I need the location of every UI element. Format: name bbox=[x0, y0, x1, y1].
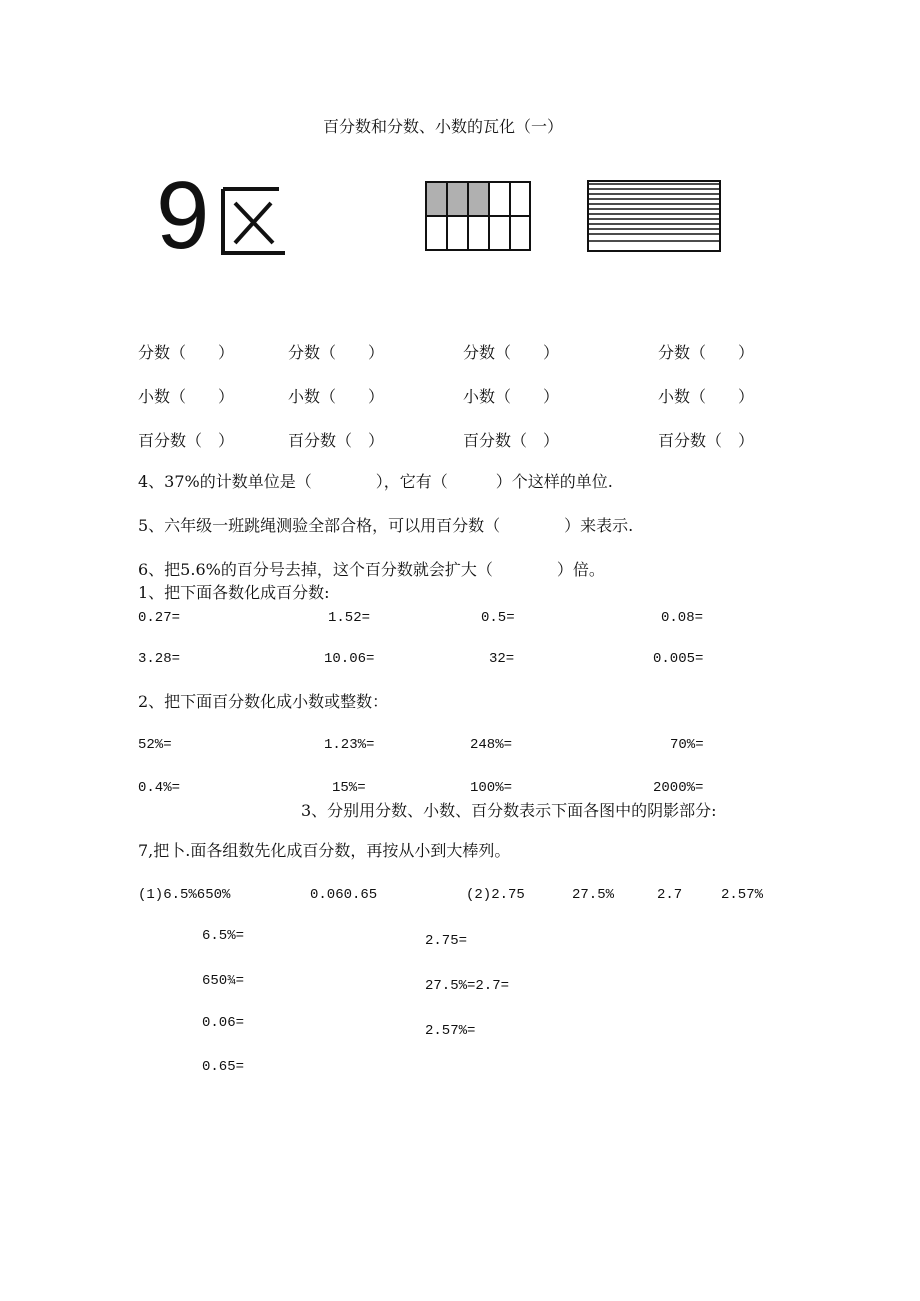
percent-answer-1[interactable]: 百分数（ ） bbox=[138, 431, 235, 450]
q1-item: 3.28= bbox=[138, 651, 181, 667]
q1-item: 1.52= bbox=[328, 610, 371, 626]
q7-left-line: 650¾= bbox=[202, 973, 245, 989]
q7-left-line: 0.65= bbox=[202, 1059, 245, 1075]
q7-group2-item: 2.7 bbox=[657, 887, 683, 903]
percent-answer-4[interactable]: 百分数（ ） bbox=[658, 431, 755, 450]
q7-right-line: 27.5%=2.7= bbox=[425, 978, 510, 994]
q2-item: 52%= bbox=[138, 737, 172, 753]
q1-item: 0.005= bbox=[653, 651, 704, 667]
q2-item: 248%= bbox=[470, 737, 513, 753]
decimal-answer-1[interactable]: 小数（ ） bbox=[138, 387, 235, 406]
question-4: 4、37%的计数单位是（ ），它有（ ）个这样的单位. bbox=[138, 472, 613, 491]
question-5: 5、六年级一班跳绳测验全部合格，可以用百分数（ ）来表示. bbox=[138, 516, 634, 535]
percent-answer-3[interactable]: 百分数（ ） bbox=[463, 431, 560, 450]
q2-item: 15%= bbox=[332, 780, 366, 796]
q7-group1-label: (1)6.5%650% bbox=[138, 887, 231, 903]
percent-answer-2[interactable]: 百分数（ ） bbox=[288, 431, 385, 450]
grid-figure bbox=[424, 180, 532, 252]
q2-item: 0.4%= bbox=[138, 780, 181, 796]
q2-item: 1.23%= bbox=[324, 737, 375, 753]
decimal-answer-3[interactable]: 小数（ ） bbox=[463, 387, 560, 406]
q1-item: 32= bbox=[489, 651, 515, 667]
figure-digit: 9 bbox=[156, 162, 210, 269]
question-3: 3、分别用分数、小数、百分数表示下面各图中的阴影部分: bbox=[301, 801, 717, 820]
q7-group2-item: 27.5% bbox=[572, 887, 615, 903]
question-7-heading: 7,把卜.面各组数先化成百分数，再按从小到大棒列。 bbox=[138, 841, 511, 860]
fraction-answer-2[interactable]: 分数（ ） bbox=[288, 343, 385, 362]
fraction-answer-3[interactable]: 分数（ ） bbox=[463, 343, 560, 362]
q2-item: 100%= bbox=[470, 780, 513, 796]
decimal-answer-4[interactable]: 小数（ ） bbox=[658, 387, 755, 406]
figure-qu-char bbox=[221, 185, 287, 257]
q1-item: 0.08= bbox=[661, 610, 704, 626]
fraction-answer-4[interactable]: 分数（ ） bbox=[658, 343, 755, 362]
question-6: 6、把5.6%的百分号去掉，这个百分数就会扩大（ ）倍。 bbox=[138, 560, 605, 579]
fraction-answer-1[interactable]: 分数（ ） bbox=[138, 343, 235, 362]
question-1-heading: 1、把下面各数化成百分数: bbox=[138, 583, 330, 602]
q7-right-line: 2.57%= bbox=[425, 1023, 476, 1039]
page-title: 百分数和分数、小数的瓦化（一） bbox=[323, 117, 564, 136]
q2-item: 70%= bbox=[670, 737, 704, 753]
q7-left-line: 6.5%= bbox=[202, 928, 245, 944]
q7-right-line: 2.75= bbox=[425, 933, 468, 949]
striped-figure bbox=[586, 179, 722, 253]
question-2-heading: 2、把下面百分数化成小数或整数： bbox=[138, 692, 389, 711]
q1-item: 0.5= bbox=[481, 610, 515, 626]
q2-item: 2000%= bbox=[653, 780, 704, 796]
q1-item: 10.06= bbox=[324, 651, 375, 667]
q7-left-line: 0.06= bbox=[202, 1015, 245, 1031]
q7-group1-rest: 0.060.65 bbox=[310, 887, 378, 903]
q1-item: 0.27= bbox=[138, 610, 181, 626]
q7-group2-item: 2.57% bbox=[721, 887, 764, 903]
decimal-answer-2[interactable]: 小数（ ） bbox=[288, 387, 385, 406]
q7-group2-label: (2)2.75 bbox=[466, 887, 525, 903]
